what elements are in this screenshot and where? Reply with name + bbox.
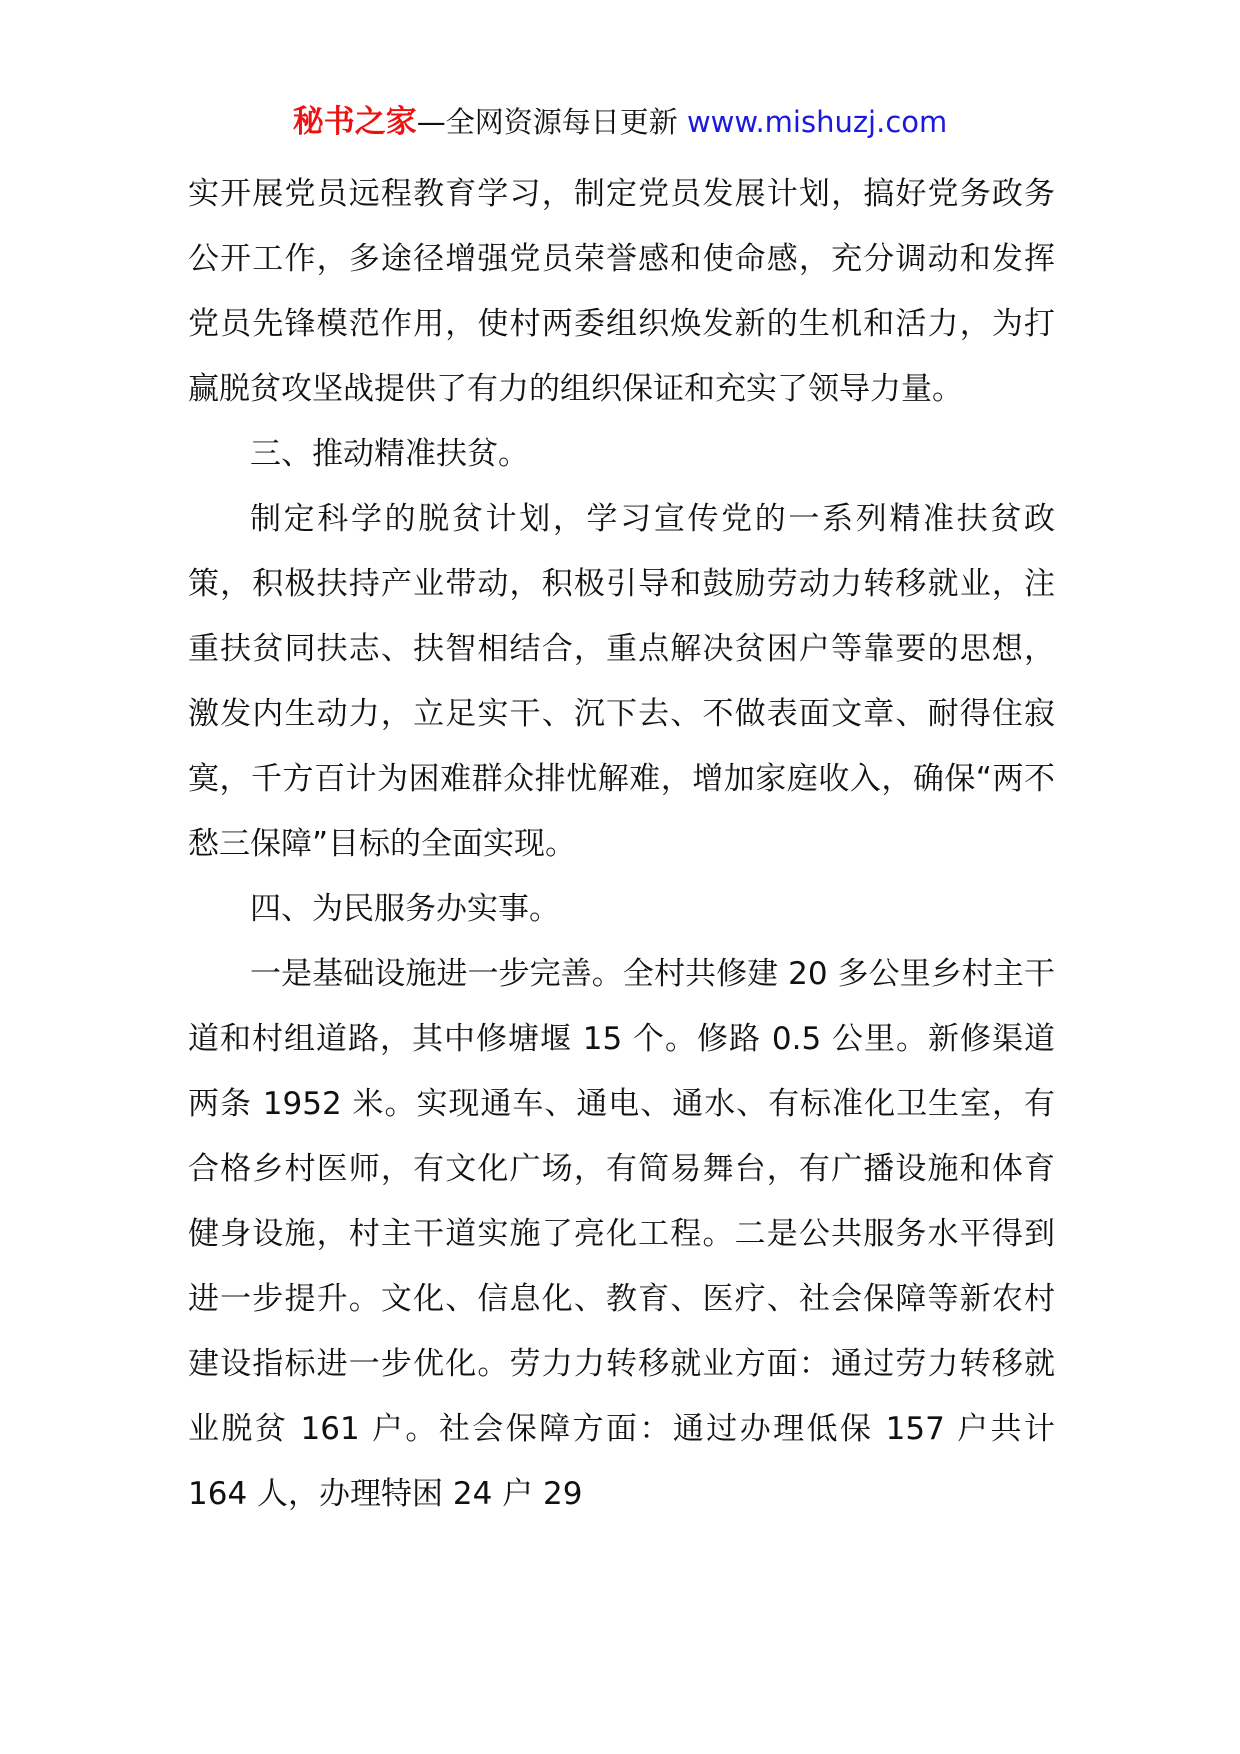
site-tagline: —全网资源每日更新: [416, 105, 678, 139]
paragraph-continuation: 实开展党员远程教育学习，制定党员发展计划，搞好党务政务公开工作，多途径增强党员荣誉感和使命感，充分调动和发挥党员先锋模范作用，使村两委组织焕发新的生机和活力，为打赢脱贫攻坚战提供了有力的组织保证和充实了领导力量。: [188, 176, 1055, 407]
site-url-link[interactable]: www.mishuzj.com: [686, 105, 948, 139]
paragraph-public-service: 一是基础设施进一步完善。全村共修建 20 多公里乡村主干道和村组道路，其中修塘堰 15 个。修路 0.5 公里。新修渠道两条 1952 米。实现通车、通电、通水、有标准化卫生室，有合格乡村医师，有文化广场，有简易舞台，有广播设施和体育健身设施，村主干道实施了亮化工程。二是公共服务水平得到进一步提升。文化、信息化、教育、医疗、社会保障等新农村建设指标进一步优化。劳力力转移就业方面：通过劳力转移就业脱贫 161 户。社会保障方面：通过办理低保 157 户共计 164 人，办理特困 24 户 29: [188, 956, 1055, 1512]
document-body: [188, 162, 1055, 1527]
paragraph-poverty-alleviation: 制定科学的脱贫计划，学习宣传党的一系列精准扶贫政策，积极扶持产业带动，积极引导和鼓励劳动力转移就业，注重扶贫同扶志、扶智相结合，重点解决贫困户等靠要的思想，激发内生动力，立足实干、沉下去、不做表面文章、耐得住寂寞，千方百计为困难群众排忧解难，增加家庭收入，确保“两不愁三保障”目标的全面实现。: [188, 501, 1055, 862]
site-brand: 秘书之家: [292, 104, 417, 140]
section-heading-3: 三、推动精准扶贫。: [250, 436, 529, 472]
site-header: [0, 102, 1240, 142]
section-heading-4: 四、为民服务办实事。: [250, 891, 560, 927]
